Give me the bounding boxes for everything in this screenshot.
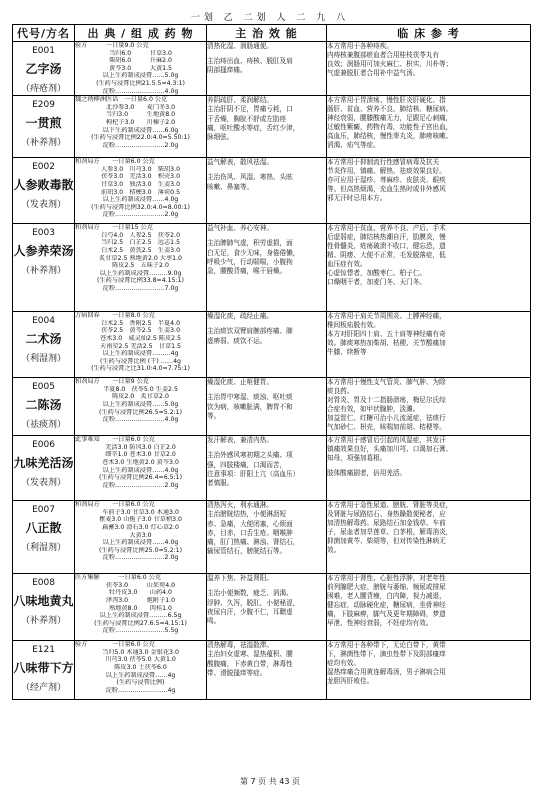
clinical-line: 高血压，肺结核，慢性睾丸炎，肺痨咳嗽、 — [327, 132, 453, 141]
indications-cell — [207, 158, 327, 224]
formula-source: 验方 一日量6.0 公克 — [75, 641, 155, 649]
clinical-line: 下，淋菌性带下，滴虫性带下及阴部瘙痒 — [327, 650, 446, 659]
clinical-line: 镇痛效果良好，头痛加川芎、口渴加石膏、 — [327, 445, 453, 454]
clinical-line: 本方常用于各种带下，无论白带下，黄带 — [327, 641, 446, 650]
indication-line: 养阴疏肝、柔润解结。 — [207, 96, 273, 105]
ingredient-line: 当归6.0 甘草3.0 — [109, 49, 172, 57]
ingredient-line: 前胡3.0 桔梗3.0 薄荷0.5 — [100, 188, 181, 196]
indication-line: 清热化湿、润肠通便。 — [207, 42, 273, 50]
clinical-line: 痰良药。 — [327, 387, 354, 396]
indication-line: 注意事项：肝阳上亢（高血压） — [207, 469, 300, 478]
formula-code: E002 — [32, 162, 55, 173]
ingredient-line: 以上生药制成浸膏……4.0g — [102, 466, 179, 474]
clinical-line: 效。肺痰寒热加柴胡、枯梗、关节酸痛加 — [327, 339, 446, 348]
clinical-line: 痛，下肢麻痹，脚气及更年期障碍，梦遗 — [327, 610, 446, 619]
clinical-cell — [327, 42, 531, 96]
clinical-line: 节炎作用，镇痛、解热、祛痰效果良好。 — [327, 167, 446, 176]
ingredient-line: 以上生药制成浸膏……5.0g — [102, 72, 179, 80]
indication-line: 鸣。 — [207, 616, 221, 625]
ingredient-line: 牡丹皮3.0 山药4.0 — [109, 589, 172, 597]
indication-line: 痛，呕吐酸水等症，舌红少津， — [207, 123, 300, 132]
header-source-composition: 出 典 / 组 成 药 物 — [75, 25, 207, 42]
clinical-line: 气加砂仁、枳壳，咳喘加前胡、桔梗等。 — [327, 423, 446, 432]
clinical-line: 前列腺肥大症、膀胱与萎缩、频尿或排尿 — [327, 583, 446, 592]
formula-code: E003 — [32, 228, 55, 239]
formula-source: 验方 一日量9.0 公克 — [75, 42, 149, 49]
ingredient-line: 白芍4.0 人参2.5 茯苓2.0 — [100, 231, 181, 239]
clinical-line: 内痔核兼腹部瘀血者合用桂枝茯苓丸有 — [327, 51, 440, 59]
composition-cell — [75, 312, 207, 378]
formula-name: 一贯煎 — [25, 116, 62, 131]
indications-cell — [207, 641, 327, 700]
table-row — [13, 96, 531, 158]
clinical-line: 本方常用于急性尿道、膀胱、肾脏等炎症， — [327, 501, 453, 510]
indication-line: 主治胃中寒湿、痰浊、呕吐痰 — [207, 393, 293, 402]
indication-line: 夜尿自汗，少腹不仁，耳聩虚 — [207, 607, 293, 616]
ingredient-line: 以上生药制成浸膏………4g — [102, 350, 179, 358]
ingredient-line: 泽泻3.0 炮附子1.0 — [105, 596, 176, 604]
indication-line: 发汗解表，兼清内热。 — [207, 436, 273, 445]
code-name-cell — [13, 378, 75, 436]
ingredient-line: 熟地黄8.0 肉桂1.0 — [109, 604, 172, 612]
composition-cell — [75, 378, 207, 436]
table-header-row — [13, 25, 531, 42]
formula-name: 八正散 — [25, 521, 62, 536]
indication-line: 输尿管结石，膀胱结石等。 — [207, 547, 287, 556]
indications-cell — [207, 378, 327, 436]
clinical-line: 抑菌加黄芩、柴胡等，但对传染性淋病无 — [327, 537, 446, 546]
formula-code: E008 — [32, 578, 55, 589]
clinical-line: 本方常用于贫血、营养不良、产后、手术 — [327, 224, 446, 233]
ingredient-line: (生药与浸膏比例22.0:4.0=5.50:1) — [91, 134, 190, 142]
indication-line: 等。 — [207, 411, 221, 420]
table-row — [13, 224, 531, 312]
clinical-line: 椎间板疝脱有效。 — [327, 321, 380, 330]
clinical-line: 及肾脏与尿路结石、身热躁散便秘者，应 — [327, 510, 446, 519]
code-name-cell — [13, 158, 75, 224]
indication-line: 赤，目赤，口舌生疮、咽喉肿 — [207, 528, 293, 537]
clinical-line: 肠肝、贫血、营养不良、肺结核、糖尿病、 — [327, 105, 453, 114]
composition-cell — [75, 158, 207, 224]
ingredient-line: 茯苓3.0 羌活3.0 枳壳3.0 — [100, 173, 181, 181]
code-name-cell — [13, 312, 75, 378]
clinical-cell — [327, 641, 531, 700]
clinical-cell — [327, 436, 531, 501]
clinical-line: 子，尿血者加旱莲草、白茅根，解毒消炎， — [327, 528, 453, 537]
code-name-cell — [13, 641, 75, 700]
table-row — [13, 378, 531, 436]
ingredient-line: 白术2.5 香附2.5 半夏4.0 — [100, 319, 181, 327]
clinical-line: 对胃炎、胃及十二指肠溃疡，梅尼尔氏综 — [327, 396, 446, 405]
clinical-line: 本方常用于感冒后引起的风湿症，其发汗 — [327, 436, 446, 445]
indication-line: 燥湿化痰，疏经止痛。 — [207, 312, 273, 321]
clinical-cell — [327, 501, 531, 574]
formula-category: （痔疮剂） — [20, 84, 66, 94]
ingredient-line: 淀粉……………………2.0g — [102, 554, 179, 562]
table-row — [13, 574, 531, 641]
clinical-line: 症均有效。 — [327, 659, 360, 668]
indication-line: 呼吸少气，行动喘喘，小腹拘 — [207, 257, 293, 266]
clinical-line: 本方常用于胃溃疡、慢性肝炎肝硬化、指 — [327, 96, 446, 105]
indication-line: 赤、急痛，大便闭塞，心烦面 — [207, 519, 293, 528]
ingredient-line: 以上生药制成浸膏……4.0g — [102, 539, 179, 547]
formula-category: （祛痰剂） — [20, 420, 66, 431]
clinical-line: 本方对肝阳四十肩、五十肩等神经痛有奇 — [327, 330, 446, 339]
clinical-cell — [327, 96, 531, 158]
indication-line: 主治伤风、风湿、寒热、头眩 — [207, 173, 293, 182]
formula-table — [12, 24, 531, 700]
clinical-line: 加清热解毒药。尿路结石加金钱草、车前 — [327, 519, 446, 528]
composition-cell — [75, 96, 207, 158]
clinical-line: 后虚弱症，肺结核热潮自汗，肋膜炎，慢 — [327, 233, 446, 242]
ingredient-line: 陈皮2.0 炙甘草2.0 — [112, 393, 169, 401]
ingredient-line: 以上生药制成浸膏……4.0g — [102, 196, 179, 204]
ingredient-line: 柴胡6.0 升麻2.0 — [109, 57, 172, 65]
formula-category: （利湿剂） — [20, 354, 66, 365]
ingredient-line: (生药与浸膏比例25.0=5.2:1) — [99, 546, 182, 554]
clinical-line: 本方常用于抑制流行性感冒病毒及抗关 — [327, 158, 440, 167]
ingredient-line: (生药与浸膏比例32.0:4.0=8.00:1) — [91, 203, 190, 211]
ingredient-line: 以上生药制成浸膏……5.0g — [102, 400, 179, 408]
formula-code: E001 — [32, 46, 55, 56]
indication-line: 清热解毒，祛湿散滞。 — [207, 641, 273, 650]
clinical-cell — [327, 574, 531, 641]
indications-cell — [207, 312, 327, 378]
formula-name: 人参养荣汤 — [13, 244, 74, 259]
ingredient-line: (生药与浸膏比例21.5.5=4.3:1) — [96, 79, 185, 87]
table-row — [13, 501, 531, 574]
indication-line: 主治脾肺气虚，积劳虚损，面 — [207, 239, 293, 248]
clinical-line: 良效；润肠用可加火麻仁、枳实、川朴等； — [327, 60, 453, 68]
clinical-line: 精、阴痿、大便不正常，毛发脱落症，低 — [327, 251, 446, 260]
clinical-line: 知母，项强加葛根。 — [327, 454, 387, 463]
ingredient-line: 以上生药制成浸膏………6.5g — [99, 612, 182, 620]
formula-category: （发表剂） — [20, 200, 66, 211]
indication-line: 痛，肛门热痛、淋浊、肾结石， — [207, 537, 300, 546]
code-name-cell — [13, 436, 75, 501]
formula-name: 乙字汤 — [25, 62, 62, 76]
formula-name: 八味带下方 — [13, 661, 74, 676]
indication-line: 阴部搔痒痛。 — [207, 66, 247, 75]
clinical-line: 血压症有效。 — [327, 260, 367, 269]
clinical-line: 肢体酸痛剧者，倍用羌活。 — [327, 469, 407, 478]
indications-cell — [207, 224, 327, 312]
ingredient-line: (生药与浸膏比例27.6.5=4.15:1) — [94, 619, 187, 627]
ingredient-line: 苍术3.0 生地黄2.0 黄芩3.0 — [102, 458, 179, 466]
ingredient-line: 大黄3.0 — [129, 531, 152, 539]
ingredient-line: (生药与浸膏比例) — [116, 679, 165, 687]
ingredient-line: 苍术3.0 威灵仙2.5 陈皮2.5 — [100, 334, 181, 342]
indication-line: 主治外感风寒初期之头痛、项 — [207, 451, 293, 460]
indication-line: 白无足，食少无味，身倦倦懒， — [207, 248, 300, 257]
indication-line: 温养下焦、补益肾阳。 — [207, 574, 273, 583]
ingredient-line: 车前子3.0 甘草3.0 木通3.0 — [102, 508, 179, 516]
clinical-cell — [327, 312, 531, 378]
ingredient-line: 当归5.0 木通3.0 金银花3.0 — [102, 648, 179, 656]
ingredient-line: 茯苓3.0 山茱萸4.0 — [105, 581, 176, 589]
formula-category: （补养剂） — [20, 266, 66, 277]
indication-line: 主治膀胱结热，小便淋沥短 — [207, 510, 287, 519]
page-footer: 第 7 页 共 43 页 — [240, 777, 300, 786]
clinical-line: 加益智仁、红糖可治小儿流涎症，祛痰行 — [327, 414, 446, 423]
clinical-line: 困难，老人腰背瘦，白内障，视力减退， — [327, 592, 446, 601]
formula-source: 和剂局方 一日量9 公克 — [75, 378, 149, 386]
formula-source: 万病回春 一日量8.0 公克 — [75, 312, 155, 320]
formula-name: 二术汤 — [25, 332, 62, 347]
ingredient-line: (生药与浸膏比例33.8=4.15:1) — [97, 277, 184, 285]
indication-line: 强，四肢楼痛，口渴而苦， — [207, 460, 287, 469]
ingredient-line: (生药与浸膏之比31.0:4.0=7.75:1) — [91, 365, 190, 373]
ingredient-line: (生药与浸膏比例26.4=6.5:1) — [99, 474, 182, 482]
header-code-name: 代号/方名 — [13, 25, 75, 42]
ingredient-line: 白术2.5 黄芪2.5 生姜3.0 — [100, 246, 181, 254]
header-clinical-reference: 临 床 参 考 — [327, 25, 531, 42]
composition-cell — [75, 42, 207, 96]
ingredient-line: (生药与浸膏比例 (干) ……4g — [100, 357, 181, 365]
ingredient-line: 淀粉……………………2.0g — [102, 141, 179, 149]
indication-line: 主治肝阴不足，胃痛亏耗，口 — [207, 105, 293, 114]
indication-line: 主治痔出血、痔核、脱肛及肩 — [207, 57, 293, 66]
indication-line: 急，腰酸背痛，喉干唇燥。 — [207, 266, 287, 275]
clinical-line: 牛膝、续断等 — [327, 348, 367, 357]
clinical-line: 心虚惊悸者，加酸枣仁、柏子仁。 — [327, 269, 426, 278]
ingredient-line: 陈皮3.0 土茯苓6.0 — [114, 663, 167, 671]
code-name-cell — [13, 96, 75, 158]
indication-line: 饮为病，咳嗽胀满，脾胃不和 — [207, 402, 293, 411]
formula-name: 九味羌活汤 — [13, 456, 74, 471]
indications-cell — [207, 501, 327, 574]
composition-cell — [75, 574, 207, 641]
ingredient-line: 甘草3.0 独活3.0 生姜3.0 — [100, 180, 181, 188]
formula-source: 和剂局方 一日量15 公克 — [75, 224, 153, 232]
clinical-line: 本方常用于肩关节周围炎、上膊神经痛， — [327, 312, 446, 321]
clinical-line: 亦可应用于湿疹、荨麻疹、皮肤炎、眼疾 — [327, 176, 446, 185]
ingredient-line: 淀粉……………………2.0g — [102, 481, 179, 489]
indication-line: 主治妇女虚寒、湿热蕴积、腰 — [207, 650, 293, 659]
clinical-line: 邪无汗时忌用本方。 — [327, 194, 387, 203]
clinical-line: 口燥咽干者，加麦门冬、天门冬。 — [327, 278, 426, 287]
clinical-line: 本方常用于各种痔疾。 — [327, 42, 393, 50]
clinical-line: 消渴、疝气等症。 — [327, 141, 380, 150]
ingredient-line: 淀粉……………………4g — [105, 686, 176, 694]
clinical-line: 过敏性紫癜，药物有毒，功能性子宫出血， — [327, 123, 453, 132]
code-name-cell — [13, 501, 75, 574]
formula-category: （经产剂） — [20, 683, 66, 694]
composition-cell — [75, 436, 207, 501]
indication-line: 清热泻火，利水通淋。 — [207, 501, 273, 510]
ingredient-line: 北沙参3.0 麦门冬3.0 — [105, 103, 176, 111]
table-row — [13, 436, 531, 501]
page-header: 一划 乙 二划 人 二 九 八 — [190, 13, 350, 23]
ingredient-line: 淀粉……………………2.0g — [102, 211, 179, 219]
ingredient-line: 枸杞子3.0 川楝子2.0 — [105, 118, 176, 126]
indication-line: 干舌燥，胸脘不舒或左肋痉 — [207, 114, 287, 123]
composition-cell — [75, 641, 207, 700]
indication-line: 燥湿化痰、止呕健胃。 — [207, 378, 273, 387]
clinical-line: 气虚兼脱肛者合用补中益气汤。 — [327, 69, 420, 77]
indications-cell — [207, 42, 327, 96]
ingredient-line: 淀粉……………………5.5g — [102, 627, 179, 635]
ingredient-line: 瞿麦3.0 山栀子3.0 甘草梢3.0 — [99, 516, 182, 524]
formula-name: 人参败毒散 — [13, 178, 74, 193]
indication-line: 益气解表，散风祛湿。 — [207, 158, 273, 167]
indication-line: 主治小便频数，疲乏、消渴、 — [207, 589, 293, 598]
formula-code: E005 — [32, 382, 55, 393]
clinical-line: 合症有效，如甲状腺肿，淡濉。 — [327, 405, 420, 414]
clinical-cell — [327, 378, 531, 436]
formula-code: E004 — [32, 316, 55, 327]
formula-category: （发表剂） — [20, 478, 66, 489]
clinical-line: 本方常用于慢性支气管炎、肺气肿、为除 — [327, 378, 446, 387]
formula-name: 二陈汤 — [25, 398, 62, 413]
indications-cell — [207, 574, 327, 641]
header-indications: 主 治 效 能 — [207, 25, 327, 42]
indication-line: 带、滑脱搔痒等症。 — [207, 668, 267, 677]
formula-source: 医方集解 一日量6.0 公克 — [75, 574, 162, 582]
composition-cell — [75, 224, 207, 312]
indication-line: 咳嗽、鼻塞等。 — [207, 182, 254, 191]
table-row — [13, 158, 531, 224]
table-row — [13, 42, 531, 96]
ingredient-line: 黄芩3.0 大黄1.5 — [109, 64, 172, 72]
table-row — [13, 641, 531, 700]
indication-line: 酸腹痛，下赤黄白带，淋毒性 — [207, 659, 293, 668]
clinical-line: 神经衰弱，腰膝酸痛无力，足跟足心刺痛， — [327, 114, 453, 123]
ingredient-line: 以上生药制成浸膏……4g — [105, 671, 176, 679]
indication-line: 虚痹弱、痰饮不运。 — [207, 336, 267, 345]
clinical-cell — [327, 158, 531, 224]
ingredient-line: 淀粉……………………7.0g — [102, 284, 179, 292]
formula-category: （补养剂） — [20, 138, 66, 149]
formula-code: E006 — [32, 440, 55, 451]
ingredient-line: 茯苓2.5 黄芩2.5 生姜3.0 — [100, 327, 181, 335]
indication-line: 益气补血、养心安神。 — [207, 224, 273, 233]
composition-cell — [75, 501, 207, 574]
indication-line: 主治痰饮双臂肩腕部疼痛、肺 — [207, 327, 293, 336]
ingredient-line: 以下生药制成浸膏……6.0g — [102, 126, 179, 134]
clinical-line: 性骨髓炎，疮疡破溃不收口，健忘恐，遗 — [327, 242, 446, 251]
code-name-cell — [13, 224, 75, 312]
indications-cell — [207, 96, 327, 158]
clinical-line: 等。但高热烦渴，充血生热时或非外感风 — [327, 185, 446, 194]
ingredient-line: 陈皮2.5 五味子2.0 — [112, 262, 169, 270]
ingredient-line: 人参3.0 川芎3.0 柴胡3.0 — [100, 165, 181, 173]
ingredient-line: 川芎3.0 茯苓5.0 大黄1.0 — [105, 656, 176, 664]
formula-name: 八味地黄丸 — [13, 594, 74, 609]
formula-source: 魏之琇柳洲医话 一日量6.0 公克 — [75, 96, 168, 104]
clinical-line: 本方常用于肾性、心脏性浮肿，对老年性 — [327, 574, 446, 583]
indication-line: 者慎服。 — [207, 478, 234, 487]
formula-category: （利湿剂） — [20, 543, 66, 554]
ingredient-line: 半夏8.0 茯苓5.0 生姜2.5 — [103, 385, 178, 393]
ingredient-line: 羌活3.0 防风3.0 白芷2.0 — [105, 443, 176, 451]
clinical-line: 健忘症，动脉硬化症，糖尿病，坐骨神经 — [327, 601, 446, 610]
formula-source: 和剂局方 一日量6.0 公克 — [75, 158, 155, 166]
indication-line: 浮肿、久泻，脱肛，小便秘涩， — [207, 598, 300, 607]
formula-code: E007 — [32, 505, 55, 516]
formula-source: 此事难知 一日量6.0 公克 — [75, 436, 155, 444]
formula-category: （补养剂） — [20, 616, 66, 627]
clinical-line: 龙胆泻肝败佳。 — [327, 677, 374, 686]
table-row — [13, 312, 531, 378]
ingredient-line: 当归2.5 白芷2.5 远志1.5 — [100, 239, 181, 247]
formula-source: 和剂局方 一日量6.0 公克 — [75, 501, 155, 509]
clinical-line: 早泄、性神经衰弱，不妊症均有效。 — [327, 619, 433, 628]
code-name-cell — [13, 574, 75, 641]
ingredient-line: (生药与浸膏比例26.5=5.2:1) — [99, 408, 182, 416]
ingredient-line: 天南星2.5 羌活2.5 甘草1.5 — [100, 342, 181, 350]
ingredient-line: 淀粉……………………4.0g — [102, 416, 179, 424]
ingredient-line: 以上生药制成浸膏………9.0g — [99, 269, 182, 277]
ingredient-line: 当归3.0 生地黄8.0 — [105, 111, 176, 119]
formula-code: E209 — [32, 100, 55, 111]
clinical-line: 湿热痒痛合用黄连解毒汤，男子淋病合用 — [327, 668, 446, 677]
clinical-line: 效。 — [327, 546, 341, 555]
ingredient-line: 炙甘草2.5 熟地黄2.0 大枣1.0 — [99, 254, 182, 262]
code-name-cell — [13, 42, 75, 96]
indications-cell — [207, 436, 327, 501]
ingredient-line: 淀粉……………………4.0g — [102, 87, 179, 95]
ingredient-line: 细辛1.0 苍术3.0 甘草2.0 — [105, 451, 176, 459]
ingredient-line: 萹蓄3.0 滑石3.0 灯心草2.0 — [102, 523, 179, 531]
clinical-cell — [327, 224, 531, 312]
indication-line: 脉细弦。 — [207, 132, 234, 141]
formula-code: E121 — [32, 645, 55, 656]
